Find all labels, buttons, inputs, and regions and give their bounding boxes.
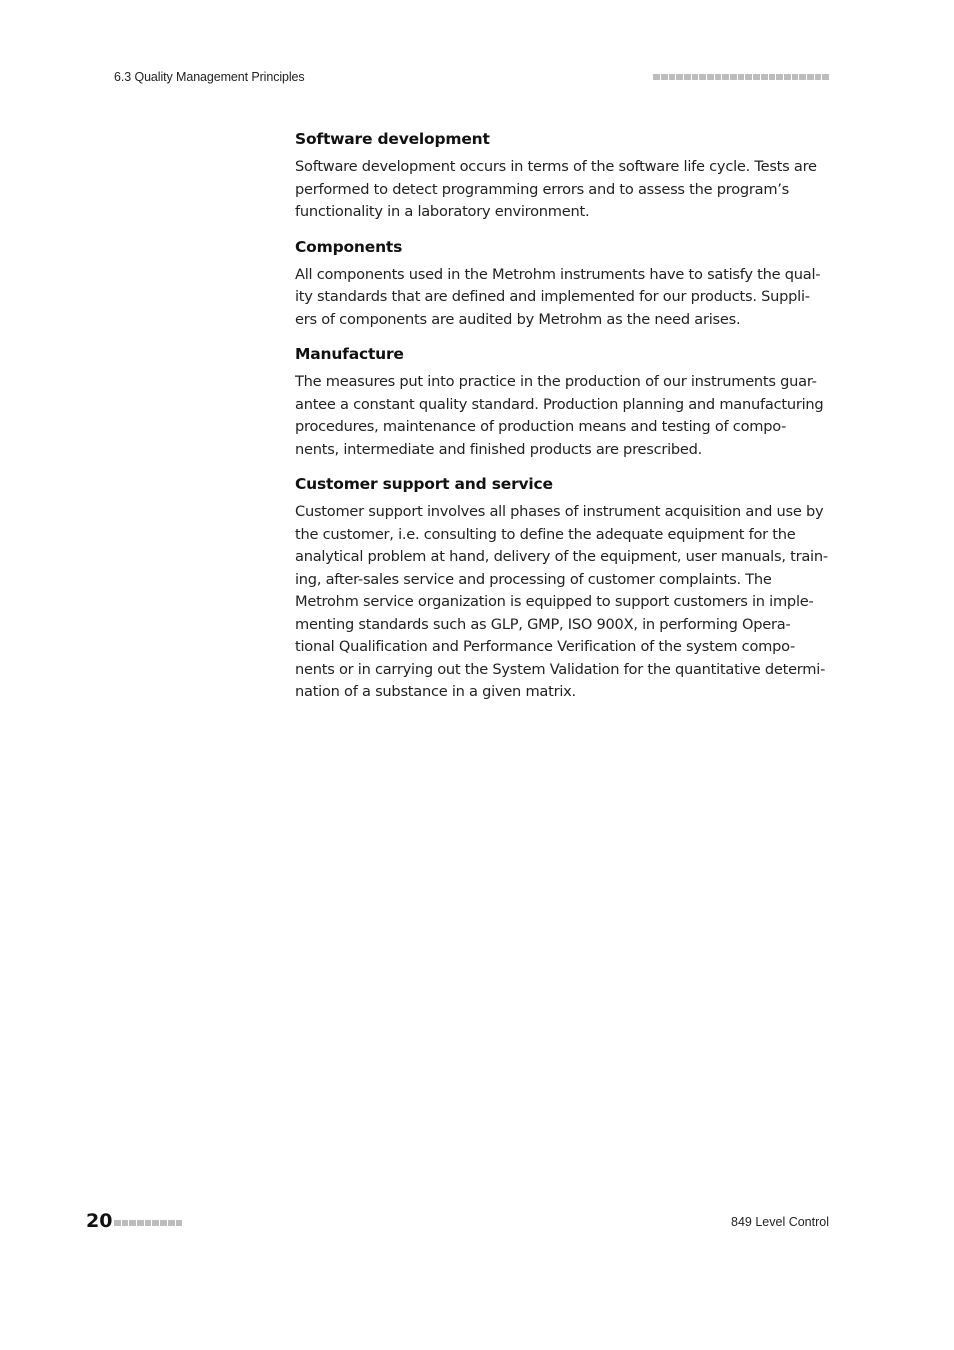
- section-customer-support: [295, 473, 835, 704]
- section-heading: Components: [295, 237, 403, 256]
- running-header-title: 6.3 Quality Management Principles: [114, 70, 305, 84]
- page-number: 20: [86, 1210, 113, 1232]
- main-content: [295, 128, 835, 716]
- section-heading: Manufacture: [295, 345, 404, 363]
- section-components: [295, 236, 835, 332]
- footer-decor-dots: [114, 1220, 182, 1226]
- section-manufacture: [295, 343, 835, 461]
- document-title: 849 Level Control: [731, 1215, 829, 1229]
- section-heading: Software development: [295, 130, 490, 148]
- section-body: The measures put into practice in the production of our instruments guar- antee a constant quality standard. Production planning and manufacturing procedures, maintenance of production means and testing of compo- nents, intermediate and finished products are prescribed.: [295, 373, 824, 458]
- section-software-development: [295, 128, 835, 224]
- section-body: Customer support involves all phases of instrument acquisition and use by the customer, i.e. consulting to define the adequate equipment for the analytical problem at hand, delivery of the equipment, user manuals, train- ing, after-sales service and processing of customer complaints. The Metrohm service organization is equipped to support customers in imple- menting standards such as GLP, GMP, ISO 900X, in performing Opera- tional Qualification and Performance Verification of the system compo- nents or in carrying out the System Validation for the quantitative determi- nation of a substance in a given matrix.: [295, 503, 828, 700]
- section-heading: Customer support and service: [295, 475, 553, 493]
- section-body: Software development occurs in terms of the software life cycle. Tests are performed to detect programming errors and to assess the program’s functionality in a laboratory environment.: [295, 158, 817, 220]
- section-body: All components used in the Metrohm instruments have to satisfy the qual- ity standards that are defined and implemented for our products. Suppli- ers of components are audited by Metrohm as the need arises.: [295, 265, 821, 328]
- header-decor-dots: [653, 74, 829, 80]
